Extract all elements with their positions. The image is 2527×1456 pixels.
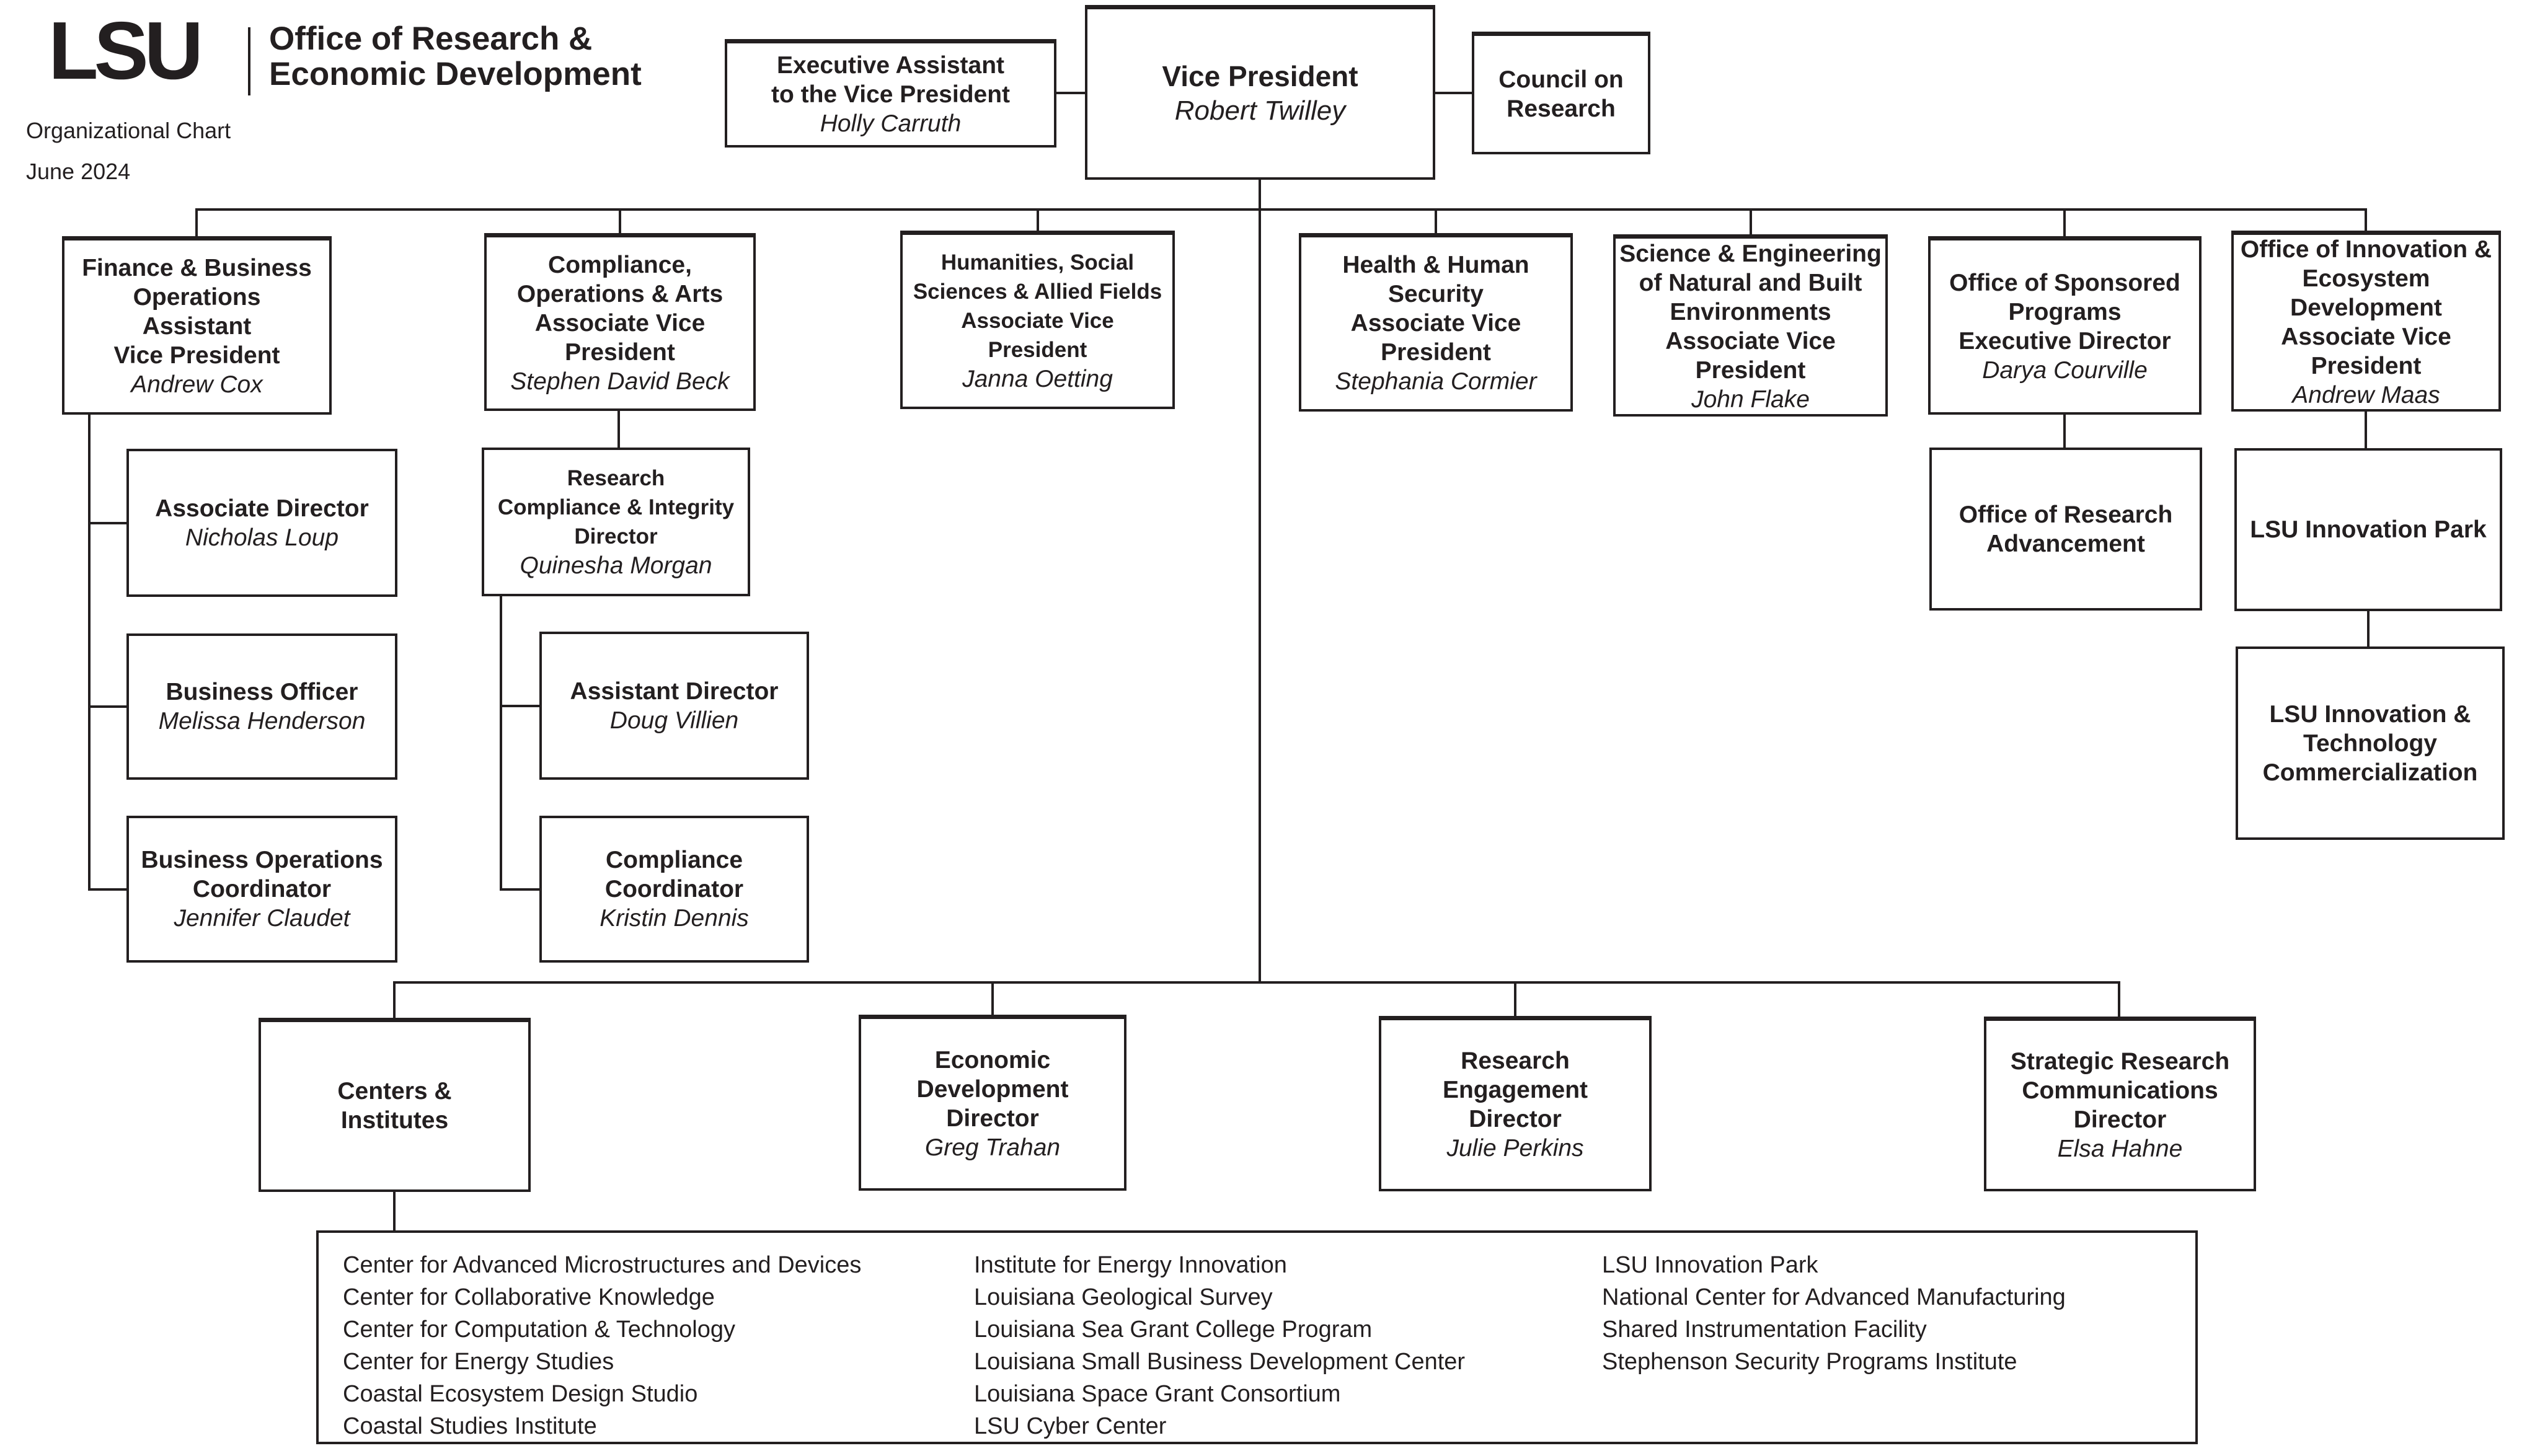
org-node-vice-president [1085,5,1435,180]
org-node-research-engagement-director [1379,1016,1652,1191]
org-title-line-1: Office of Research & [269,20,593,57]
connector-stub-health [1435,208,1437,233]
text-line: Strategic Research [2010,1048,2230,1075]
connector-stub-centers [393,981,396,1018]
node-title [141,845,383,904]
connector-stub-research-engagement [1514,981,1516,1016]
chart-subtitle: Organizational Chart [26,118,231,143]
org-node-sponsored-programs [1928,236,2202,415]
text-line: Director [946,1105,1039,1132]
node-title [2250,515,2486,544]
text-line: Louisiana Sea Grant College Program [974,1317,1373,1343]
text-line: Louisiana Small Business Development Center [974,1349,1466,1375]
text-line: Director [1469,1106,1562,1132]
lsu-logo: LSU [48,5,199,96]
connector-park-itc [2367,611,2370,646]
text-line: Center for Energy Studies [343,1349,614,1375]
node-title [570,677,779,706]
text-line: Technology [2303,730,2437,757]
text-line: Associate Vice [961,309,1114,333]
text-line: Engagement [1442,1077,1588,1103]
text-line: Center for Computation & Technology [343,1317,735,1343]
node-person-name: Elsa Hahne [2057,1135,2183,1162]
text-line: President [1695,356,1806,384]
connector-stub-science [1750,208,1752,234]
node-person-name: Julie Perkins [1446,1135,1584,1162]
connector-ea-vp [1056,92,1085,94]
org-node-innovation-technology-commercialization [2236,646,2505,840]
node-person-name: Stephania Cormier [1335,368,1537,395]
text-line: Business Operations [141,847,383,873]
connector-compliance-rc [617,411,620,448]
text-line: LSU Innovation & [2269,700,2471,728]
node-title [337,1077,451,1135]
org-node-economic-development-director [859,1015,1126,1191]
connector-sponsored-ora [2063,415,2066,448]
text-line: Shared Instrumentation Facility [1602,1317,1927,1343]
text-line: Compliance, [548,251,692,278]
connector-vp-trunk [1259,180,1261,984]
connector-finance-stub-3 [88,888,126,891]
node-title [517,250,723,367]
connector-innovation-park [2365,412,2367,448]
connector-rc-stub-2 [500,888,539,891]
text-line: LSU Innovation Park [2250,516,2487,543]
text-line: Office of Innovation & [2240,236,2492,263]
text-line: Compliance & Integrity [497,495,735,519]
text-line: Compliance [605,847,743,873]
text-line: Economic [934,1046,1051,1074]
text-line: Development [2290,294,2442,321]
text-line: Stephenson Security Programs Institute [1602,1349,2017,1375]
node-person-name: Andrew Cox [131,371,263,398]
text-line: Business Officer [166,679,358,705]
connector-stub-humanities [1037,208,1039,231]
node-title [1949,268,2180,356]
org-node-executive-assistant [725,39,1056,148]
text-line: Ecosystem [2302,265,2430,292]
node-title [166,677,358,707]
node-person-name: Quinesha Morgan [520,552,712,579]
org-title-line-2: Economic Development [269,56,642,92]
text-line: Associate Vice [1665,327,1836,355]
text-line: Development [916,1075,1069,1103]
text-line: Programs [2008,298,2122,325]
connector-stub-compliance [619,208,621,233]
centers-institutes-list [316,1230,2198,1444]
connector-finance-trunk [88,415,91,891]
node-title [82,254,312,370]
org-node-compliance-operations-arts [484,233,756,411]
text-line: Executive Director [1958,327,2171,355]
text-line: Commercialization [2262,759,2478,786]
text-line: Institutes [340,1107,449,1134]
node-title [2241,235,2492,381]
text-line: Health & Human [1342,252,1529,278]
org-node-assistant-director [539,632,809,780]
node-person-name: Melissa Henderson [158,708,366,735]
connector-rc-trunk [500,596,502,891]
node-title [1959,500,2173,558]
text-line: of Natural and Built [1639,269,1862,296]
connector-stub-sponsored [2063,208,2066,236]
text-line: Office of Research [1958,501,2173,528]
connector-centers-list [393,1192,396,1230]
text-line: Council on [1498,66,1624,93]
text-line: Center for Collaborative Knowledge [343,1284,715,1310]
org-node-associate-director [126,449,397,597]
connector-vp-council [1435,92,1472,94]
text-line: National Center for Advanced Manufacturing [1602,1284,2066,1310]
node-title [605,845,743,904]
node-person-name: Holly Carruth [820,110,962,137]
text-line: Humanities, Social [940,250,1135,275]
text-line: Coordinator [192,876,332,902]
org-node-science-engineering [1613,234,1888,417]
text-line: Vice President [1162,60,1358,92]
text-line: Louisiana Space Grant Consortium [974,1381,1341,1407]
text-line: Institute for Energy Innovation [974,1252,1287,1278]
connector-row2-distribution [195,208,2367,211]
text-line: Security [1388,281,1484,307]
connector-stub-econ-dev [991,981,994,1015]
connector-stub-strategic-comms [2118,981,2120,1017]
text-line: Research [1507,95,1616,122]
node-person-name: Darya Courville [1982,356,2148,384]
text-line: Advancement [1986,530,2145,557]
text-line: President [988,338,1087,362]
node-title [917,1046,1069,1133]
text-line: Louisiana Geological Survey [974,1284,1273,1310]
text-line: Coastal Studies Institute [343,1413,597,1439]
text-line: Communications [2022,1077,2218,1104]
text-line: President [1381,339,1491,366]
org-node-centers-institutes [259,1018,531,1192]
node-title [1619,239,1882,385]
org-node-lsu-innovation-park [2234,448,2502,611]
logo-divider [248,27,250,95]
org-node-finance-business-operations [62,236,332,415]
node-person-name: Greg Trahan [924,1134,1061,1161]
node-person-name: Janna Oetting [962,366,1113,392]
node-person-name: Doug Villien [609,707,739,734]
connector-rc-stub-1 [500,705,539,707]
text-line: Research [1461,1048,1570,1074]
connector-finance-stub-2 [88,705,126,708]
node-title [498,464,734,551]
node-person-name: John Flake [1691,386,1810,413]
text-line: Executive Assistant [776,51,1005,79]
text-line: Associate Vice [1350,310,1521,337]
org-node-research-compliance-integrity [482,448,750,596]
connector-finance-stub-1 [88,522,126,524]
centers-list-column-1 [343,1249,861,1442]
node-title [155,494,369,523]
node-title [2263,700,2478,787]
connector-bottom-distribution [393,981,2120,984]
org-node-humanities-social-sciences [900,231,1175,409]
org-node-business-officer [126,633,397,780]
text-line: Associate Vice [534,309,706,337]
org-node-business-operations-coordinator [126,816,397,963]
node-title [913,248,1162,364]
node-title [2011,1047,2229,1134]
node-title [1162,59,1358,94]
connector-stub-innovation [2365,208,2367,233]
text-line: Sciences & Allied Fields [913,280,1162,304]
node-person-name: Robert Twilley [1174,95,1346,126]
org-node-office-research-advancement [1929,448,2202,611]
text-line: President [2311,352,2422,379]
centers-list-column-2 [974,1249,1465,1442]
text-line: Finance & Business [82,255,312,281]
text-line: Associate Director [155,495,369,522]
node-title [771,51,1010,109]
org-node-council-on-research [1472,32,1650,154]
node-person-name: Andrew Maas [2292,381,2440,408]
text-line: Centers & [337,1078,452,1105]
node-title [1498,65,1623,123]
text-line: Operations [133,284,261,311]
chart-date: June 2024 [26,159,131,184]
text-line: LSU Innovation Park [1602,1252,1818,1278]
text-line: Office of Sponsored [1949,269,2180,296]
text-line: Operations & Arts [516,280,724,307]
text-line: Coordinator [604,876,744,902]
text-line: Research [567,466,665,490]
centers-list-column-3 [1602,1249,2066,1378]
text-line: Director [2073,1106,2167,1133]
org-node-health-human-security [1299,233,1573,412]
text-line: Environments [1670,298,1831,325]
text-line: Vice President [113,342,280,369]
org-node-strategic-research-communications [1984,1017,2256,1191]
text-line: President [565,338,675,366]
text-line: Coastal Ecosystem Design Studio [343,1381,698,1407]
node-title [1443,1046,1588,1134]
node-person-name: Stephen David Beck [510,368,730,395]
node-title [1342,250,1529,367]
text-line: Science & Engineering [1619,240,1882,267]
text-line: Assistant Director [570,677,779,705]
node-person-name: Jennifer Claudet [174,905,350,932]
org-node-innovation-ecosystem [2231,231,2501,412]
text-line: Center for Advanced Microstructures and Devices [343,1252,862,1278]
text-line: Director [574,524,658,549]
connector-stub-finance [195,208,198,236]
org-title [269,21,642,92]
text-line: Assistant [142,313,252,340]
text-line: Associate Vice [2281,323,2451,350]
node-person-name: Kristin Dennis [600,905,749,932]
node-person-name: Nicholas Loup [185,524,339,551]
text-line: LSU Cyber Center [974,1413,1167,1439]
org-node-compliance-coordinator [539,816,809,963]
text-line: to the Vice President [771,81,1011,108]
